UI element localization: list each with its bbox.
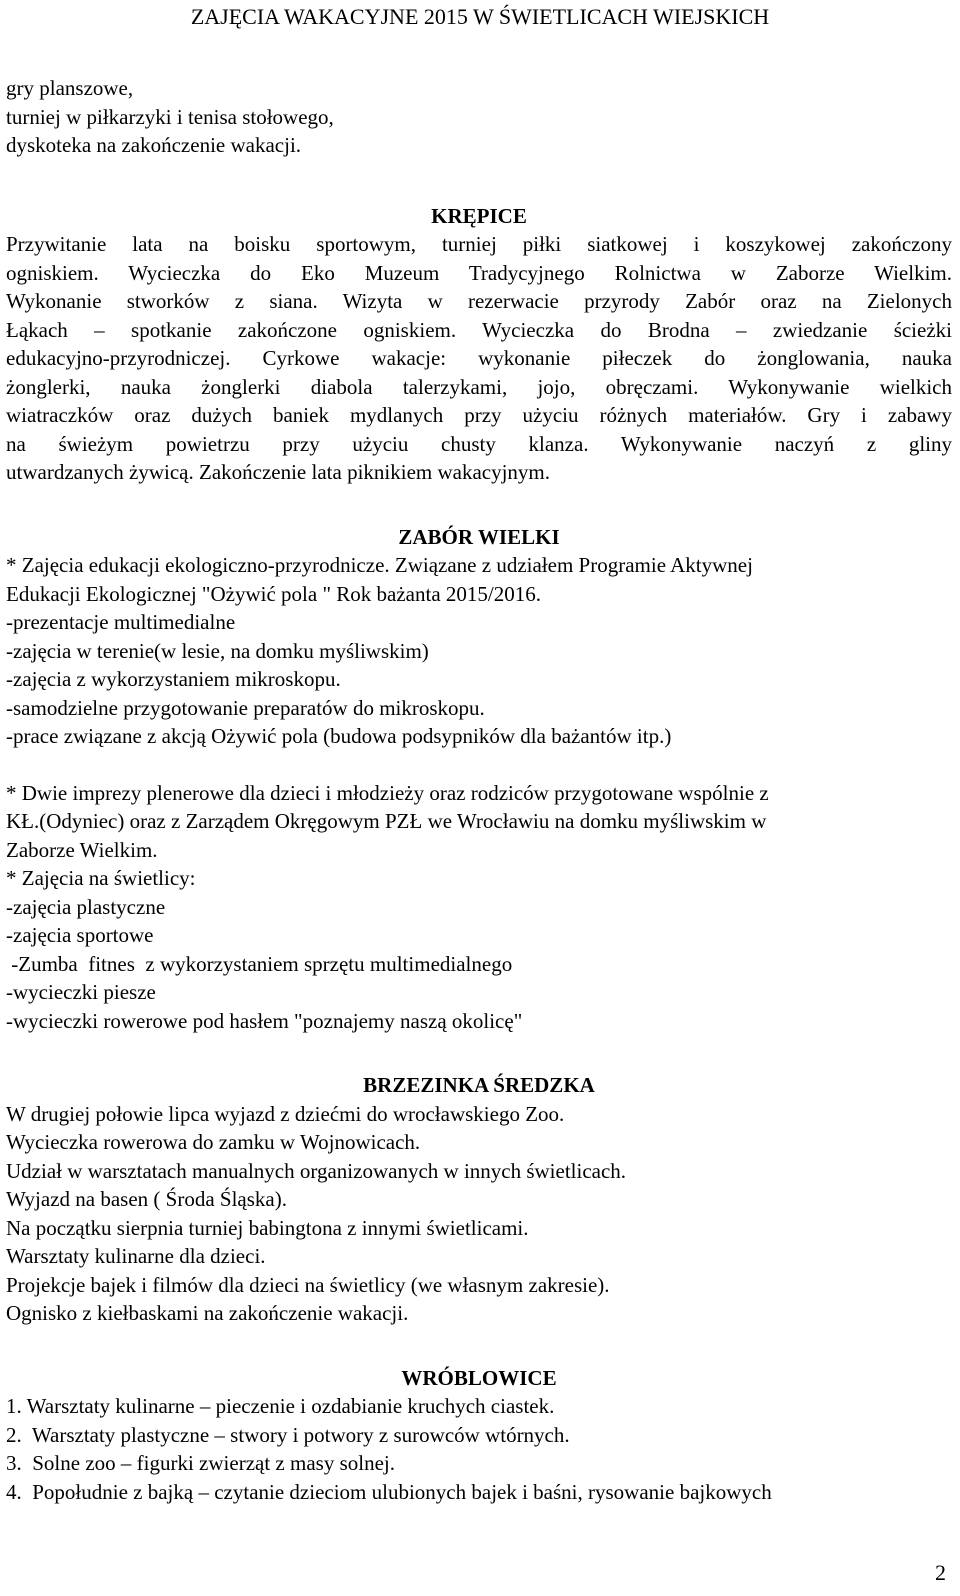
zabor-section	[6, 523, 952, 1036]
wroblowice-section	[6, 1364, 952, 1507]
numbered-list-item: 4. Popołudnie z bajką – czytanie dzieciom ulubionych bajek i baśni, rysowanie bajkowych	[6, 1479, 772, 1504]
paragraph-line: ogniskiem. Wycieczka do Eko Muzeum Tradycyjnego Rolnictwa w Zaborze Wielkim.	[6, 260, 952, 285]
paragraph-line: * Zajęcia na świetlicy:	[6, 866, 196, 890]
list-item: -samodzielne przygotowanie preparatów do mikroskopu.	[6, 695, 485, 720]
paragraph-line: Łąkach – spotkanie zakończone ogniskiem. Wycieczka do Brodna – zwiedzanie ścieżki	[6, 317, 952, 342]
section-heading-krepice: KRĘPICE	[431, 203, 527, 228]
paragraph-line: Przywitanie lata na boisku sportowym, turniej piłki siatkowej i koszykowej zakończony	[6, 232, 952, 256]
paragraph-line: Wykonanie stworków z siana. Wizyta w rezerwacie przyrody Zabór oraz na Zielonych	[6, 289, 952, 313]
paragraph-line: Ognisko z kiełbaskami na zakończenie wakacji.	[6, 1301, 409, 1325]
intro-section	[6, 74, 952, 160]
page-number: 2	[935, 1560, 946, 1585]
paragraph-line: żonglerki, nauka żonglerki diabola talerzykami, jojo, obręczami. Wykonywanie wielkich	[6, 374, 952, 399]
list-item: -prezentacje multimedialne	[6, 610, 236, 634]
paragraph-line: wiatraczków oraz dużych baniek mydlanych przy użyciu różnych materiałów. Gry i zabawy	[6, 403, 952, 427]
list-item: -Zumba fitnes z wykorzystaniem sprzętu multimedialnego	[6, 951, 513, 976]
section-heading-wroblowice: WRÓBLOWICE	[401, 1365, 557, 1390]
list-item: -zajęcia w terenie(w lesie, na domku myśliwskim)	[6, 638, 429, 663]
paragraph-line: Edukacji Ekologicznej "Ożywić pola " Rok bażanta 2015/2016.	[6, 581, 541, 606]
paragraph-line: Udział w warsztatach manualnych organizowanych w innych świetlicach.	[6, 1158, 627, 1183]
paragraph-line: W drugiej połowie lipca wyjazd z dziećmi do wrocławskiego Zoo.	[6, 1101, 565, 1126]
paragraph-line: Warsztaty kulinarne dla dzieci.	[6, 1244, 266, 1268]
section-heading-brzezinka-sredzka: BRZEZINKA ŚREDZKA	[363, 1073, 595, 1097]
paragraph-line: Na początku sierpnia turniej babingtona z innymi świetlicami.	[6, 1215, 529, 1240]
list-item: -wycieczki rowerowe pod hasłem "poznajemy naszą okolicę"	[6, 1008, 523, 1033]
intro-line: turniej w piłkarzyki i tenisa stołowego,	[6, 104, 334, 129]
intro-line: gry planszowe,	[6, 76, 134, 100]
intro-line: dyskoteka na zakończenie wakacji.	[6, 133, 302, 157]
list-item: -prace związane z akcją Ożywić pola (budowa podsypników dla bażantów itp.)	[6, 724, 672, 748]
numbered-list-item: 2. Warsztaty plastyczne – stwory i potwory z surowców wtórnych.	[6, 1422, 570, 1447]
brzezinka-section	[6, 1071, 952, 1328]
krepice-section	[6, 202, 952, 487]
paragraph-line: KŁ.(Odyniec) oraz z Zarządem Okręgowym PZŁ we Wrocławiu na domku myśliwskim w	[6, 809, 767, 833]
paragraph-line: na świeżym powietrzu przy użyciu chusty klanza. Wykonywanie naczyń z gliny	[6, 431, 952, 456]
paragraph-line: * Zajęcia edukacji ekologiczno-przyrodnicze. Związane z udziałem Programie Aktywnej	[6, 553, 753, 577]
numbered-list-item: 3. Solne zoo – figurki zwierząt z masy solnej.	[6, 1451, 395, 1475]
paragraph-line: utwardzanych żywicą. Zakończenie lata piknikiem wakacyjnym.	[6, 460, 551, 484]
paragraph-line: edukacyjno-przyrodniczej. Cyrkowe wakacje: wykonanie piłeczek do żonglowania, nauka	[6, 346, 952, 370]
paragraph-line: Zaborze Wielkim.	[6, 837, 158, 862]
list-item: -zajęcia sportowe	[6, 923, 154, 947]
paragraph-line: Projekcje bajek i filmów dla dzieci na świetlicy (we własnym zakresie).	[6, 1272, 610, 1297]
list-item: -zajęcia plastyczne	[6, 894, 166, 919]
page-header: ZAJĘCIA WAKACYJNE 2015 W ŚWIETLICACH WIEJSKICH	[190, 4, 770, 29]
list-item: -wycieczki piesze	[6, 980, 156, 1004]
numbered-list-item: 1. Warsztaty kulinarne – pieczenie i ozdabianie kruchych ciastek.	[6, 1394, 555, 1418]
paragraph-line: Wycieczka rowerowa do zamku w Wojnowicach.	[6, 1130, 421, 1154]
paragraph-line: Wyjazd na basen ( Środa Śląska).	[6, 1187, 287, 1211]
paragraph-line: * Dwie imprezy plenerowe dla dzieci i młodzieży oraz rodziców przygotowane wspólnie z	[6, 780, 769, 805]
document-body	[6, 74, 952, 1506]
list-item: -zajęcia z wykorzystaniem mikroskopu.	[6, 667, 341, 691]
section-heading-zabor-wielki: ZABÓR WIELKI	[398, 524, 560, 549]
